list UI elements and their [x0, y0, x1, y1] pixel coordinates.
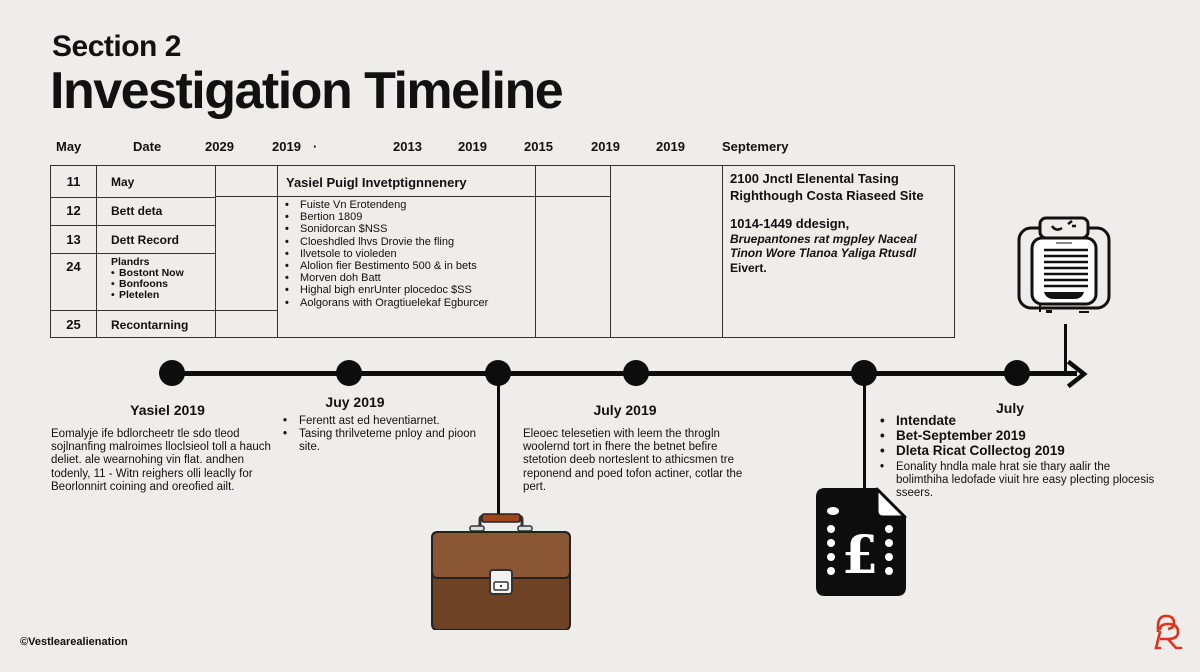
table-divider	[722, 166, 723, 337]
site-body-line: Eivert.	[730, 260, 767, 275]
currency-document-icon	[815, 487, 907, 597]
site-body-line: Bruepantones rat mgpley Naceal	[730, 231, 917, 246]
table-divider	[215, 166, 216, 337]
table-divider	[51, 197, 215, 198]
site-title-line: 2100 Jnctl Elenental Tasing	[730, 171, 899, 186]
site-body-line: Tinon Wore Tlanoa Yaliga Rtusdl	[730, 246, 917, 260]
timeline-marker[interactable]	[623, 360, 649, 386]
section-label: Section 2	[52, 30, 181, 63]
investigation-list	[285, 199, 488, 309]
footer-credit: ©Vestlearealienation	[20, 636, 128, 648]
column-header: 2013	[393, 139, 422, 154]
column-header: 2019	[458, 139, 487, 154]
connector-stem	[863, 374, 866, 490]
table-divider	[610, 166, 611, 337]
event-item: • Intendate	[880, 413, 1170, 428]
column-header: 2015	[524, 139, 553, 154]
row-label: Dett Record	[111, 233, 180, 247]
pound-symbol: £	[841, 525, 879, 586]
column-header: Septemery	[722, 139, 789, 154]
row-number: 13	[66, 232, 81, 247]
column-header: 2019	[272, 139, 301, 154]
timeline-marker[interactable]	[159, 360, 185, 386]
row-label: May	[111, 175, 135, 189]
row-sublist	[111, 257, 184, 301]
row-label: Plandrs	[111, 256, 150, 268]
column-header: 2019	[656, 139, 685, 154]
timeline-marker[interactable]	[851, 360, 877, 386]
investigation-item: • Bertion 1809	[285, 211, 488, 223]
timeline-marker[interactable]	[1004, 360, 1030, 386]
brand-logo-icon	[1150, 612, 1184, 650]
investigation-item: • Ilvetsole to violeden	[285, 248, 488, 260]
table-divider	[96, 166, 97, 337]
table-divider	[535, 166, 536, 337]
event-title: Juy 2019	[325, 394, 385, 410]
event-description: Eomalyje ife bdlorcheetr tle sdo tleod sojlnanfing malroimes lloclsieol toll a hauch deliet. ale wearnohing vin flat. andhen todenly, 11 - Witn reighers olli leaclly for Beorlonnirt coining and oreofied ailt.	[51, 428, 271, 493]
event-description: Eleoec telesetien with leem the throgln woolernd tort in fhere the betnet befire stetotion deeb norteslent to athicsmen tre reponend and poed tofon actiner, cotlar the pert.	[523, 428, 743, 493]
row-number: 11	[66, 174, 81, 189]
row-number: 24	[66, 259, 81, 274]
connector-stem	[1064, 324, 1067, 374]
investigation-title: Yasiel Puigl Invetptignnenery	[286, 175, 467, 190]
table-divider	[215, 196, 610, 197]
event-list	[283, 415, 483, 454]
investigation-item: • Alolion fier Bestimento 500 & in bets	[285, 260, 488, 272]
connector-stem	[497, 374, 500, 516]
event-item: • Ferentt ast ed heventiarnet.	[283, 415, 483, 428]
column-header: 2019	[591, 139, 620, 154]
column-header: 2029	[205, 139, 234, 154]
event-item: • Bet-September 2019	[880, 428, 1170, 443]
site-details-cell	[730, 170, 950, 275]
table-divider	[51, 253, 215, 254]
investigation-item: • Fuiste Vn Erotendeng	[285, 199, 488, 211]
table-divider	[51, 225, 215, 226]
page-title: Investigation Timeline	[50, 62, 563, 120]
timeline-table	[50, 165, 955, 338]
timeline-marker[interactable]	[336, 360, 362, 386]
clipboard-document-icon	[1016, 214, 1112, 324]
column-header: Date	[133, 139, 162, 154]
event-item: • Dleta Ricat Collectog 2019	[880, 443, 1170, 458]
event-title: July 2019	[593, 402, 657, 418]
event-item: • Eonality hndla male hrat sie thary aalir the bolimthiha ledofade viuit hre easy plecting plocesis sseers.	[880, 461, 1155, 500]
sublist-item: • Pletelen	[111, 290, 184, 301]
investigation-item: • Highal bigh enrUnter plocedoc $SS	[285, 284, 488, 296]
table-divider	[277, 166, 278, 337]
investigation-item: • Morven doh Batt	[285, 272, 488, 284]
site-title-line: Righthough Costa Riaseed Site	[730, 188, 924, 203]
column-header: May	[56, 139, 82, 154]
event-list	[880, 461, 1155, 500]
investigation-item: • Sonidorcan $NSS	[285, 223, 488, 235]
event-highlights	[880, 413, 1170, 458]
row-label: Bett deta	[111, 204, 163, 218]
event-title: Yasiel 2019	[130, 402, 205, 418]
table-divider	[51, 310, 277, 311]
row-number: 25	[66, 317, 81, 332]
sublist-item: • Bostont Now	[111, 268, 184, 279]
event-item: • Tasing thrilveteme pnloy and pioon site.	[283, 428, 483, 454]
site-body-line: 1014-1449 ddesign,	[730, 216, 850, 231]
event-title: July	[995, 400, 1024, 416]
investigation-item: • Aolgorans with Oragtiuelekaf Egburcer	[285, 297, 488, 309]
column-header: ·	[313, 139, 318, 154]
investigation-item: • Cloeshdled lhvs Drovie the fling	[285, 236, 488, 248]
sublist-item: • Bonfoons	[111, 279, 184, 290]
row-number: 12	[66, 203, 81, 218]
row-label: Recontarning	[111, 318, 189, 332]
timeline-marker[interactable]	[485, 360, 511, 386]
briefcase-icon	[430, 512, 572, 630]
site-body	[730, 217, 950, 275]
